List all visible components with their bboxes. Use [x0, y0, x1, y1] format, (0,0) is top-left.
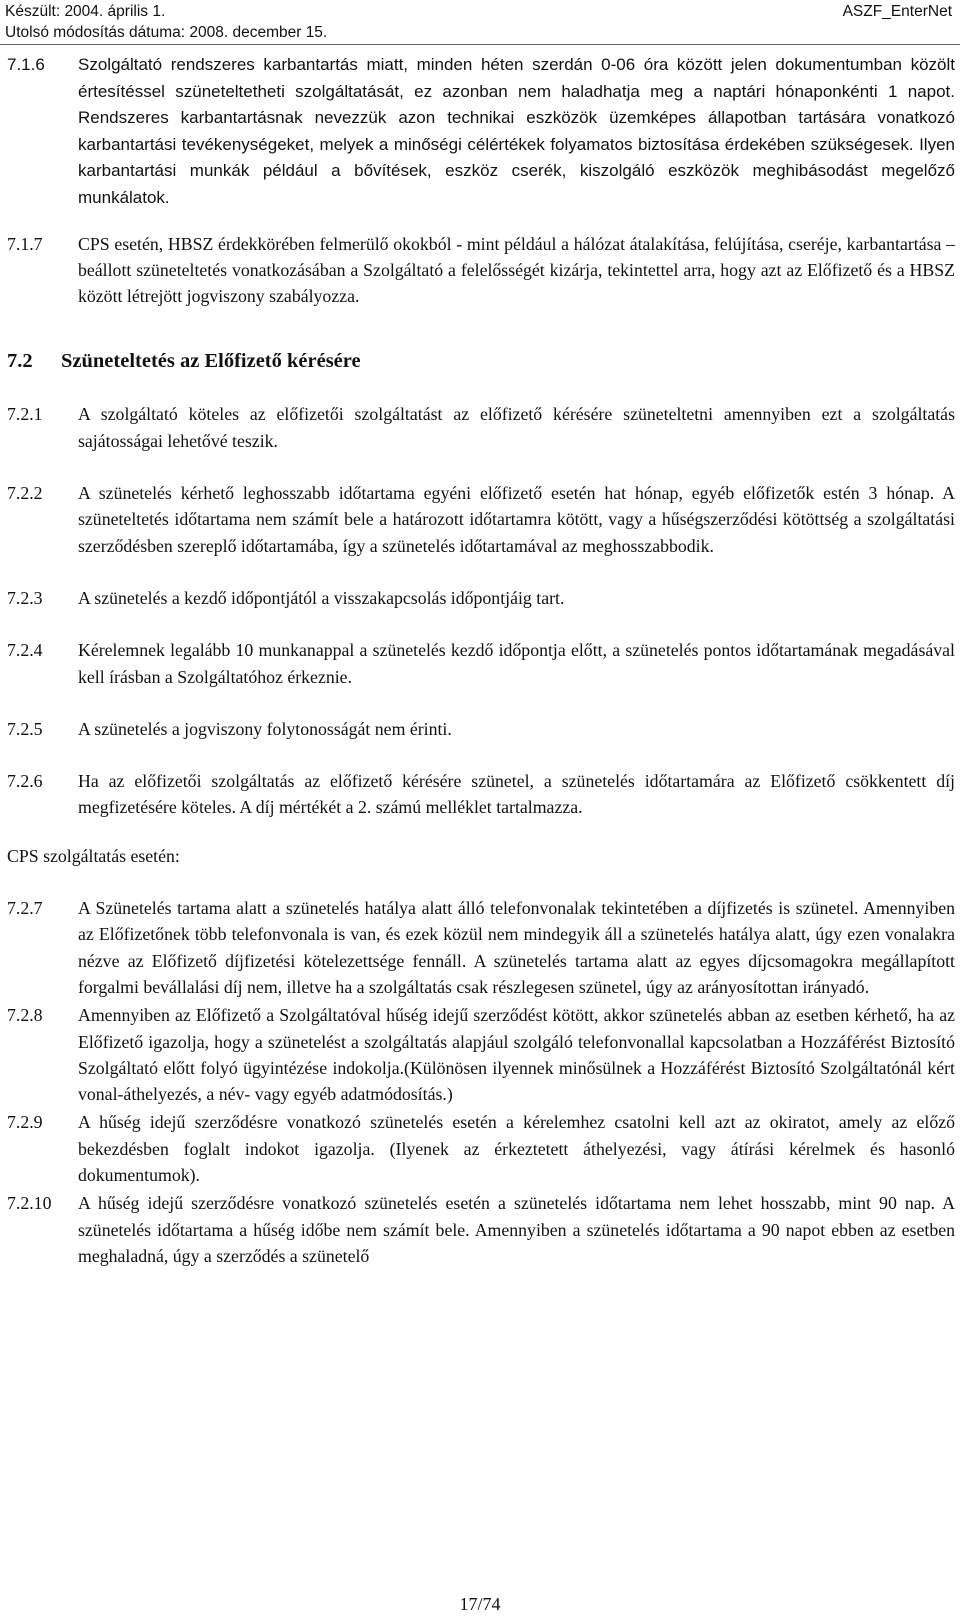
section-7-2-7: [7, 895, 955, 1000]
created-date: Készült: 2004. április 1.: [5, 3, 166, 20]
heading-number: 7.2: [7, 350, 33, 373]
section-text: Kérelemnek legalább 10 munkanappal a szünetelés kezdő időpontja előtt, a szünetelés pontos időtartamának megadásával kell írásban a Szolgáltatóhoz érkeznie.: [78, 640, 955, 687]
section-7-2-1: [7, 401, 955, 454]
section-number: 7.2.7: [7, 898, 43, 919]
section-7-2-3: [7, 585, 955, 611]
header-left: [5, 1, 327, 43]
section-number: 7.2.6: [7, 771, 43, 792]
modified-date: Utolsó módosítás dátuma: 2008. december 15.: [5, 24, 328, 41]
section-7-2-6: [7, 768, 955, 821]
section-number: 7.2.3: [7, 587, 43, 608]
section-number: 7.2.9: [7, 1112, 43, 1133]
section-text: A szolgáltató köteles az előfizetői szolgáltatást az előfizető kérésére szüneteltetni amennyiben ezt a szolgáltatás sajátosságai lehetővé teszik.: [78, 404, 955, 451]
heading-text: Szüneteltetés az Előfizető kérésére: [61, 350, 361, 373]
cps-subheading: CPS szolgáltatás esetén:: [7, 845, 180, 866]
section-7-2-5: [7, 716, 955, 742]
section-text: A hűség idejű szerződésre vonatkozó szünetelés esetén a kérelemhez csatolni kell azt az okiratot, amely az előző bekezdésben foglalt indokot igazolja. (Ilyenek az érkeztetett áthelyezési, vagy átírási kérelmek és hasonló dokumentumok).: [78, 1112, 955, 1185]
section-number: 7.2.4: [7, 640, 43, 661]
section-number: 7.2.8: [7, 1005, 43, 1026]
section-text: A Szünetelés tartama alatt a szünetelés hatálya alatt álló telefonvonalak tekintetében a díjfizetés is szünetel. Amennyiben az Előfizetőnek több telefonvonala is van, és ezek közül nem mindegyik áll a szünetelés hatálya alatt, úgy ezen vonalakra nézve az Előfizető díjfizetési kötelezettsége fennáll. A szünetelés tartama alatt az egyes díjcsomagokra megállapított forgalmi bevállalási díj nem, illetve ha a szolgáltatás csak részlegesen szünetel, úgy az arányosítottan irányadó.: [78, 898, 955, 997]
section-number: 7.2.1: [7, 404, 43, 425]
section-7-1-7: [7, 231, 955, 310]
section-text: A szünetelés a kezdő időpontjától a visszakapcsolás időpontjáig tart.: [78, 587, 565, 608]
section-text: A szünetelés a jogviszony folytonosságát nem érinti.: [78, 718, 452, 739]
section-text: Amennyiben az Előfizető a Szolgáltatóval hűség idejű szerződést kötött, akkor szünetelés abban az esetben kérhető, ha az Előfizető igazolja, hogy a szünetelést a szolgáltatás alapjául szolgáló telefonvonallal kapcsolatban a Hozzáférést Biztosító Szolgáltató előtt folyó ügyintézése indokolja.(Különösen ilyennek minősülnek a Hozzáférést Biztosító Szolgáltatónál kért vonal-áthelyezés, a név- vagy egyéb adatmódosítás.): [78, 1005, 955, 1105]
section-7-2-9: [7, 1109, 955, 1188]
page-number: 17/74: [459, 1594, 501, 1614]
section-number: 7.1.7: [7, 233, 43, 254]
section-7-2-2: [7, 480, 955, 559]
section-text: Szolgáltató rendszeres karbantartás miatt, minden héten szerdán 0-06 óra között jelen dokumentumban közölt értesítéssel szüneteltetheti szolgáltatását, ez azonban nem haladhatja meg a naptári hónaponkénti 1 napot. Rendszeres karbantartásnak nevezzük azon technikai eszközök üzemképes állapotban tartására vonatkozó karbantartási tevékenységeket, melyek a minőségi célértékek folyamatos biztosítása érdekében szükségesek. Ilyen karbantartási munkák például a bővítések, eszköz cserék, kiszolgáló eszközök meghibásodást megelőző munkálatok.: [78, 55, 955, 207]
section-7-1-6: [7, 52, 955, 212]
section-text: A hűség idejű szerződésre vonatkozó szünetelés esetén a szünetelés időtartama nem lehet hosszabb, mint 90 nap. A szünetelés időtartama a hűség időbe nem számít bele. Amennyiben a szünetelés időtartama a 90 napot ebben az esetben meghaladná, úgy a szerződés a szünetelő: [78, 1193, 955, 1266]
section-number: 7.2.5: [7, 718, 43, 739]
header-rule: [0, 44, 960, 45]
document-body: [7, 52, 955, 1269]
section-7-2-8: [7, 1002, 955, 1107]
section-7-2-10: [7, 1190, 955, 1269]
section-number: 7.2.10: [7, 1193, 52, 1214]
section-text: CPS esetén, HBSZ érdekkörében felmerülő okokból - mint például a hálózat átalakítása, felújítása, cseréje, karbantartása – beállott szüneteltetés vonatkozásában a Szolgáltató a felelősségét kizárja, tekintettel arra, hogy azt az Előfizető és a HBSZ között létrejött jogviszony szabályozza.: [78, 233, 955, 307]
heading-7-2: [7, 348, 955, 374]
section-text: A szünetelés kérhető leghosszabb időtartama egyéni előfizető esetén hat hónap, egyéb előfizetők estén 3 hónap. A szüneteltetés időtartama nem számít bele a határozott időtartamra kötött, vagy a hűségszerződési kötöttség a szolgáltatási szerződésben szereplő időtartamába, így a szünetelés időtartamával az meghosszabbodik.: [78, 483, 955, 556]
section-number: 7.2.2: [7, 483, 43, 504]
section-number: 7.1.6: [7, 55, 45, 74]
page-header: [0, 0, 960, 46]
section-7-2-4: [7, 637, 955, 690]
doc-id: ASZF_EnterNet: [842, 3, 952, 20]
section-text: Ha az előfizetői szolgáltatás az előfizető kérésére szünetel, a szünetelés időtartamára az Előfizető csökkentett díj megfizetésére köteles. A díj mértékét a 2. számú melléklet tartalmazza.: [78, 771, 955, 818]
